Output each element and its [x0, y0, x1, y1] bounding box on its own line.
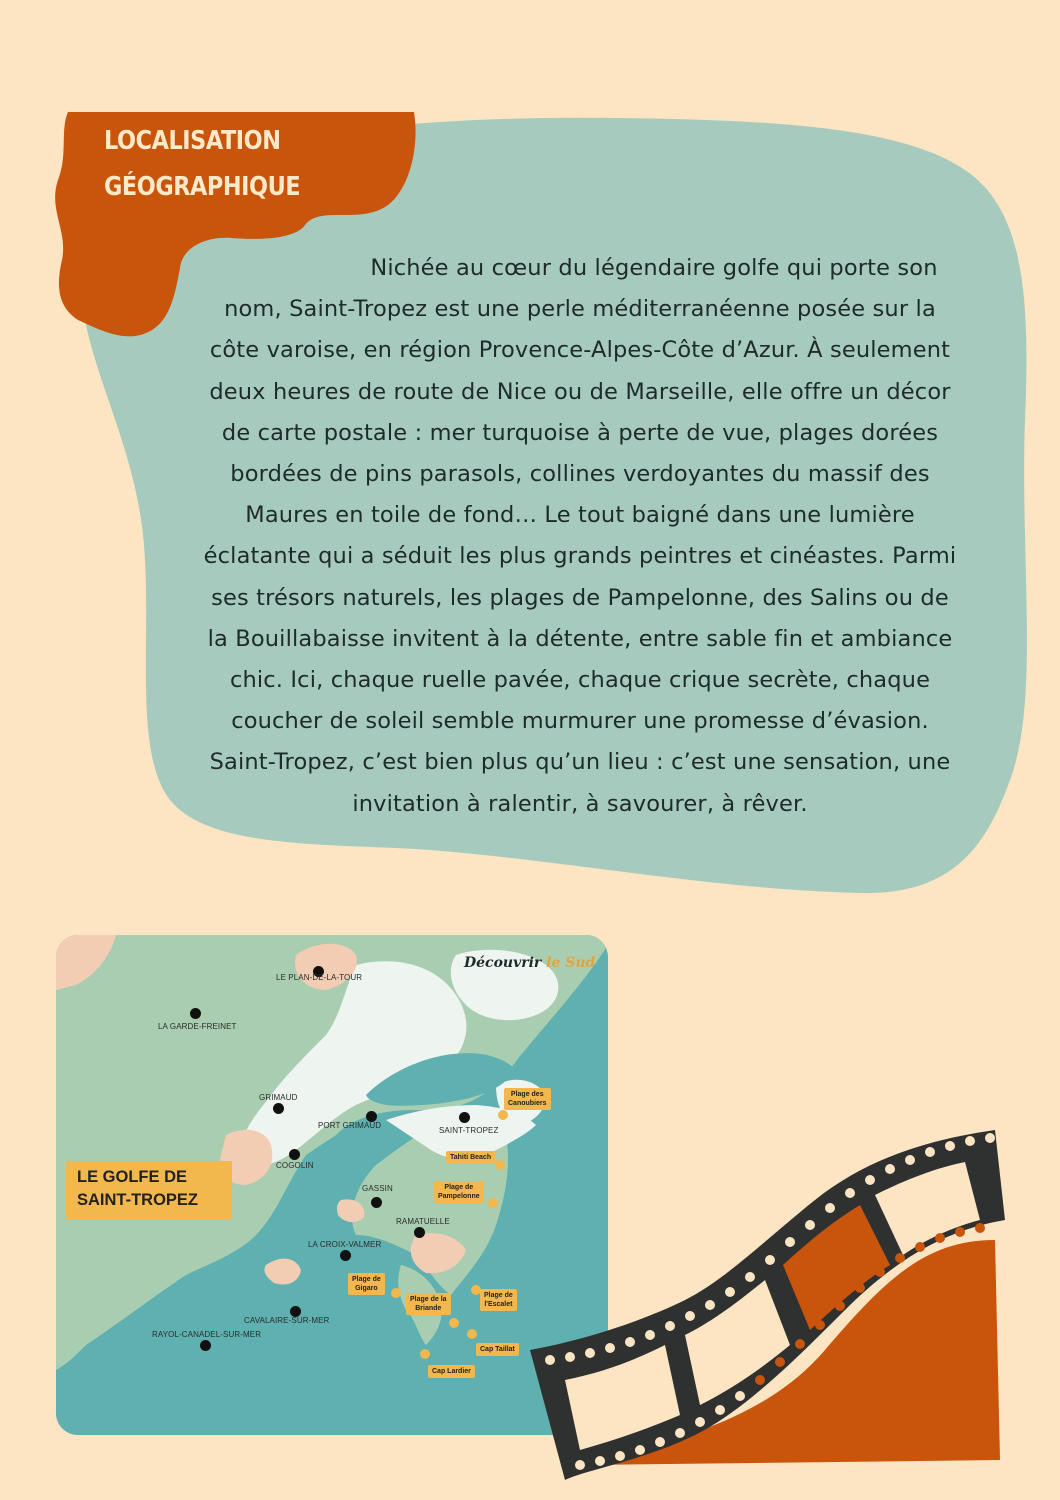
description-line: deux heures de route de Nice ou de Marseille, elle offre un décor — [209, 378, 951, 405]
town-marker — [273, 1103, 284, 1114]
town-label-ramatuelle: RAMATUELLE — [396, 1217, 450, 1226]
map-title-box — [66, 1161, 232, 1219]
description-line: ses trésors naturels, les plages de Pampelonne, des Salins ou de — [211, 584, 949, 611]
map-title-line2: SAINT-TROPEZ — [77, 1191, 199, 1209]
description-line: éclatante qui a séduit les plus grands peintres et cinéastes. Parmi — [203, 543, 957, 570]
town-marker — [340, 1250, 351, 1261]
film-strip-icon — [525, 1120, 1025, 1500]
beach-tag-cap-taillat: Cap Taillat — [476, 1343, 519, 1356]
beach-tag-escalet: Plage de l'Escalet — [480, 1289, 517, 1311]
description-line: de carte postale : mer turquoise à perte de vue, plages dorées — [221, 419, 939, 446]
town-label-saint-tropez: SAINT-TROPEZ — [439, 1126, 499, 1135]
beach-tag-gigaro: Plage de Gigaro — [348, 1273, 385, 1295]
beach-marker — [471, 1285, 481, 1295]
town-label-plan-de-la-tour: LE PLAN-DE-LA-TOUR — [276, 973, 363, 982]
town-marker — [414, 1227, 425, 1238]
town-label-croix-valmer: LA CROIX-VALMER — [308, 1240, 382, 1249]
beach-marker — [495, 1160, 505, 1170]
description-line: nom, Saint-Tropez est une perle méditerranéenne posée sur la — [224, 296, 936, 323]
town-label-gassin: GASSIN — [362, 1184, 393, 1193]
beach-tag-pampelonne: Plage de Pampelonne — [434, 1181, 484, 1203]
beach-marker — [498, 1110, 508, 1120]
description-paragraph — [150, 248, 1010, 825]
town-label-garde-freinet: LA GARDE-FREINET — [158, 1022, 237, 1031]
beach-marker — [391, 1288, 401, 1298]
beach-marker — [467, 1329, 477, 1339]
description-line: invitation à ralentir, à savourer, à rêver. — [352, 790, 808, 817]
description-line: Saint-Tropez, c’est bien plus qu’un lieu : c’est une sensation, une — [209, 749, 951, 776]
description-line: coucher de soleil semble murmurer une promesse d’évasion. — [231, 708, 929, 735]
section-title-line1: LOCALISATION — [104, 126, 281, 156]
description-line: chic. Ici, chaque ruelle pavée, chaque crique secrète, chaque — [229, 667, 931, 694]
beach-marker — [488, 1198, 498, 1208]
description-line: côte varoise, en région Provence-Alpes-Côte d’Azur. À seulement — [209, 337, 951, 364]
beach-marker — [420, 1349, 430, 1359]
description-line: la Bouillabaisse invitent à la détente, entre sable fin et ambiance — [207, 625, 953, 652]
town-marker — [200, 1340, 211, 1351]
town-label-port-grimaud: PORT GRIMAUD — [318, 1121, 382, 1130]
description-line: Nichée au cœur du légendaire golfe qui porte son — [370, 255, 938, 281]
decouvrir-le-sud-logo: Découvrir le Sud — [464, 955, 596, 971]
town-marker — [371, 1197, 382, 1208]
beach-tag-canoubiers: Plage des Canoubiers — [504, 1088, 551, 1110]
town-label-cavalaire: CAVALAIRE-SUR-MER — [244, 1316, 330, 1325]
beach-tag-cap-lardier: Cap Lardier — [428, 1365, 475, 1378]
town-marker — [459, 1112, 470, 1123]
description-line: bordées de pins parasols, collines verdoyantes du massif des — [230, 461, 930, 488]
map-title-line1: LE GOLFE DE — [77, 1168, 188, 1186]
beach-tag-briande: Plage de la Briande — [406, 1293, 451, 1315]
beach-tag-tahiti: Tahiti Beach — [446, 1151, 495, 1164]
town-marker — [190, 1008, 201, 1019]
town-label-cogolin: COGOLIN — [276, 1161, 314, 1170]
description-line: Maures en toile de fond… Le tout baigné dans une lumière — [245, 502, 915, 529]
town-label-grimaud: GRIMAUD — [259, 1093, 298, 1102]
town-label-rayol: RAYOL-CANADEL-SUR-MER — [152, 1330, 262, 1339]
section-title-line2: GÉOGRAPHIQUE — [104, 172, 301, 202]
town-marker — [289, 1149, 300, 1160]
beach-marker — [449, 1318, 459, 1328]
